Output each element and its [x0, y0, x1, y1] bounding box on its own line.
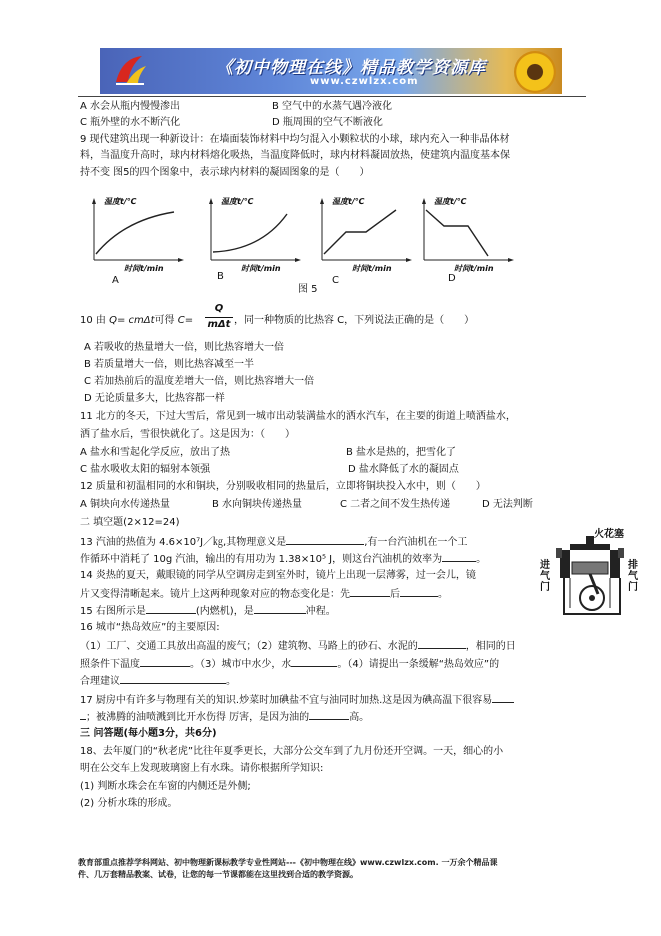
engine-figure	[540, 528, 640, 618]
graph-c-y-label: 温度t/℃	[332, 197, 365, 206]
graph-c-x-label: 时间t/min	[352, 264, 392, 273]
figure-caption: 图 5	[298, 284, 318, 295]
q8-option-b: B 空气中的水蒸气遇冷液化	[272, 101, 393, 112]
q16-blank-1[interactable]	[418, 638, 466, 649]
q9-line-1: 9 现代建筑出现一种新设计：在墙面装饰材料中均匀混入小颗粒状的小球，球内充入一种非晶体材	[80, 134, 510, 145]
q10-option-c: C 若加热前后的温度差增大一倍，则比热容增大一倍	[84, 376, 315, 387]
q15-line	[80, 603, 336, 618]
q14-line-2	[80, 586, 448, 601]
q10-option-d: D 无论质量多大，比热容都一样	[84, 393, 225, 404]
q8-option-a: A 水会从瓶内慢慢渗出	[80, 101, 181, 112]
graph-a-x-label: 时间t/min	[124, 264, 164, 273]
site-logo-icon	[112, 52, 150, 90]
graph-b-x-label: 时间t/min	[241, 264, 281, 273]
q8-option-d: D 瓶周围的空气不断液化	[272, 117, 383, 128]
q10-fraction	[205, 303, 233, 330]
q16-line-2	[80, 638, 516, 653]
site-url[interactable]: www.czwlzx.com	[310, 76, 419, 87]
q14-blank-1[interactable]	[350, 586, 390, 597]
section-2-title: 二 填空题(2×12=24)	[80, 517, 180, 528]
q17-line-2b: 高。	[349, 712, 370, 723]
header-banner	[100, 48, 562, 94]
q15-a: 15 右图所示是	[80, 606, 146, 617]
graph-b	[201, 194, 301, 286]
q18-line-2: 明在公交车上发现玻璃窗上有水珠。请你根据所学知识:	[80, 763, 324, 774]
q13-blank-1[interactable]	[286, 534, 364, 545]
q9-line-2: 料，当温度升高时，球内材料熔化吸热，当温度降低时，球内材料凝固放热，使建筑内温度基本保	[80, 150, 510, 161]
q14-line-1: 14 炎热的夏天，戴眼镜的同学从空调房走到室外时，镜片上出现一层薄雾，过一会儿，镜	[80, 570, 476, 581]
q14-line-2c: 。	[438, 589, 448, 600]
q11-option-b: B 盐水是热的，把雪化了	[346, 447, 457, 458]
q12-option-c: C 二者之间不发生热传递	[340, 499, 451, 510]
q10-fraction-denominator: mΔt	[207, 319, 231, 330]
q17-line-2	[80, 709, 369, 724]
q10-formula: Q= cmΔt	[109, 315, 155, 326]
q16-line-2a: （1）工厂、交通工具放出高温的废气；（2）建筑物、马路上的砂石、水泥的	[80, 641, 418, 652]
q17-line-2a: ；被沸腾的油喷溅到比开水伤得 厉害，是因为油的	[86, 712, 310, 723]
graph-a-letter: A	[112, 275, 119, 286]
q8-option-c: C 瓶外壁的水不断汽化	[80, 117, 181, 128]
page-footer	[78, 857, 598, 881]
q10-prefix	[80, 314, 193, 327]
q13-line-1a: 13 汽油的热值为 4.6×10⁷J／㎏,其物理意义是	[80, 537, 287, 548]
q15-c: 冲程。	[305, 606, 336, 617]
q16-line-4	[80, 673, 236, 688]
q13-line-2	[80, 551, 486, 566]
q16-line-3a: 照条件下温度	[80, 659, 140, 670]
q16-line-2b: ，相同的日	[465, 641, 516, 652]
q11-line-2: 洒了盐水后，雪很快就化了。这是因为：（ ）	[80, 429, 295, 440]
q14-line-2a: 片又变得清晰起来。镜片上这两种现象对应的物态变化是：先	[80, 589, 350, 600]
graph-b-letter: B	[217, 271, 224, 282]
q11-option-d: D 盐水降低了水的凝固点	[348, 464, 459, 475]
q10-mid: 可得	[154, 315, 175, 326]
q17-blank-1[interactable]	[492, 692, 514, 703]
q11-option-c: C 盐水吸收太阳的辐射本领强	[80, 464, 211, 475]
q13-line-2a: 作循环中消耗了 10g 汽油，输出的有用功为 1.38×10⁵ J，则这台汽油机的效率为	[80, 554, 443, 565]
q11-line-1: 11 北方的冬天，下过大雪后，常见到一城市出动装满盐水的洒水汽车，在主要的街道上喷洒盐水，	[80, 411, 516, 422]
q18-part-2: (2) 分析水珠的形成。	[80, 798, 178, 809]
graph-a	[84, 194, 184, 286]
q10-option-b: B 若质量增大一倍，则比热容减至一半	[84, 359, 255, 370]
q15-blank-2[interactable]	[254, 603, 306, 614]
graph-d	[414, 194, 514, 286]
q13-line-1b: ,有一台汽油机在一个工	[364, 537, 468, 548]
q10-c-eq: C=	[177, 315, 194, 326]
q9-line-3: 持不变 图5的四个图象中，表示球内材料的凝固图象的是（ ）	[80, 167, 370, 178]
q12-option-d: D 无法判断	[482, 499, 533, 510]
graph-a-y-label: 温度t/℃	[104, 197, 137, 206]
q10-fraction-numerator: Q	[214, 303, 224, 314]
q13-line-1	[80, 534, 467, 549]
q16-blank-4[interactable]	[120, 673, 226, 684]
footer-line-2: 件、几万套精品教案、试卷，让您的每一节课都能在这里找到合适的教学资源。	[78, 870, 358, 879]
site-title: 《初中物理在线》精品教学资源库	[216, 58, 486, 78]
q12-option-a: A 铜块向水传递热量	[80, 499, 171, 510]
engine-outlet-label: 排气门	[628, 560, 638, 593]
q16-line-1: 16 城市“热岛效应”的主要原因:	[80, 622, 220, 633]
header-divider	[78, 96, 586, 97]
q10-suffix: ，同一种物质的比热容 C，下列说法正确的是（ ）	[234, 315, 475, 326]
graph-c	[312, 194, 412, 286]
graph-d-letter: D	[448, 273, 456, 284]
q16-blank-2[interactable]	[140, 656, 190, 667]
graph-c-letter: C	[332, 275, 339, 286]
q12-line-1: 12 质量和初温相同的水和铜块，分别吸收相同的热量后，立即将铜块投入水中，则（ ）	[80, 481, 486, 492]
q16-line-3c: 。（4）请提出一条缓解“热岛效应”的	[337, 659, 500, 670]
q14-blank-2[interactable]	[400, 586, 438, 597]
q17-line-1	[80, 692, 514, 707]
q15-blank-1[interactable]	[146, 603, 196, 614]
q16-blank-3[interactable]	[291, 656, 337, 667]
q16-line-4a: 合理建议	[80, 676, 120, 687]
footer-line-1: 教育部重点推荐学科网站、初中物理新课标教学专业性网站---《初中物理在线》www.czwlzx.com. 一万余个精品课	[78, 858, 498, 867]
q13-blank-2[interactable]	[442, 551, 476, 562]
section-3-title: 三 问答题(每小题3分，共6分)	[80, 728, 217, 739]
q16-line-3	[80, 656, 499, 671]
q18-part-1: (1) 判断水珠会在车窗的内侧还是外侧;	[80, 781, 251, 792]
graph-d-y-label: 温度t/℃	[434, 197, 467, 206]
q18-line-1: 18、去年厦门的“秋老虎”比往年夏季更长，大部分公交车到了九月份还开空调。一天，细心的小	[80, 746, 504, 757]
graph-d-x-label: 时间t/min	[454, 264, 494, 273]
q13-line-2b: 。	[476, 554, 487, 565]
engine-inlet-label: 进气门	[540, 560, 550, 593]
q16-line-3b: 。（3）城市中水少，水	[190, 659, 292, 670]
engine-spark-label: 火花塞	[594, 529, 624, 540]
graph-b-y-label: 温度t/℃	[221, 197, 254, 206]
q15-b: (内燃机)，是	[195, 606, 254, 617]
q14-line-2b: 后	[390, 589, 400, 600]
q10-option-a: A 若吸收的热量增大一倍，则比热容增大一倍	[84, 342, 285, 353]
q10-prefix-text: 10 由	[80, 315, 106, 326]
engine-diagram-icon	[540, 528, 640, 618]
q12-option-b: B 水向铜块传递热量	[212, 499, 303, 510]
sunflower-icon	[514, 51, 556, 93]
q11-option-a: A 盐水和雪起化学反应，放出了热	[80, 447, 231, 458]
q16-line-4b: 。	[226, 676, 236, 687]
q17-blank-2[interactable]	[309, 709, 349, 720]
q17-line-1-text: 17 厨房中有许多与物理有关的知识.炒菜时加碘盐不宜与油同时加热.这是因为碘高温下很容易	[80, 695, 493, 706]
